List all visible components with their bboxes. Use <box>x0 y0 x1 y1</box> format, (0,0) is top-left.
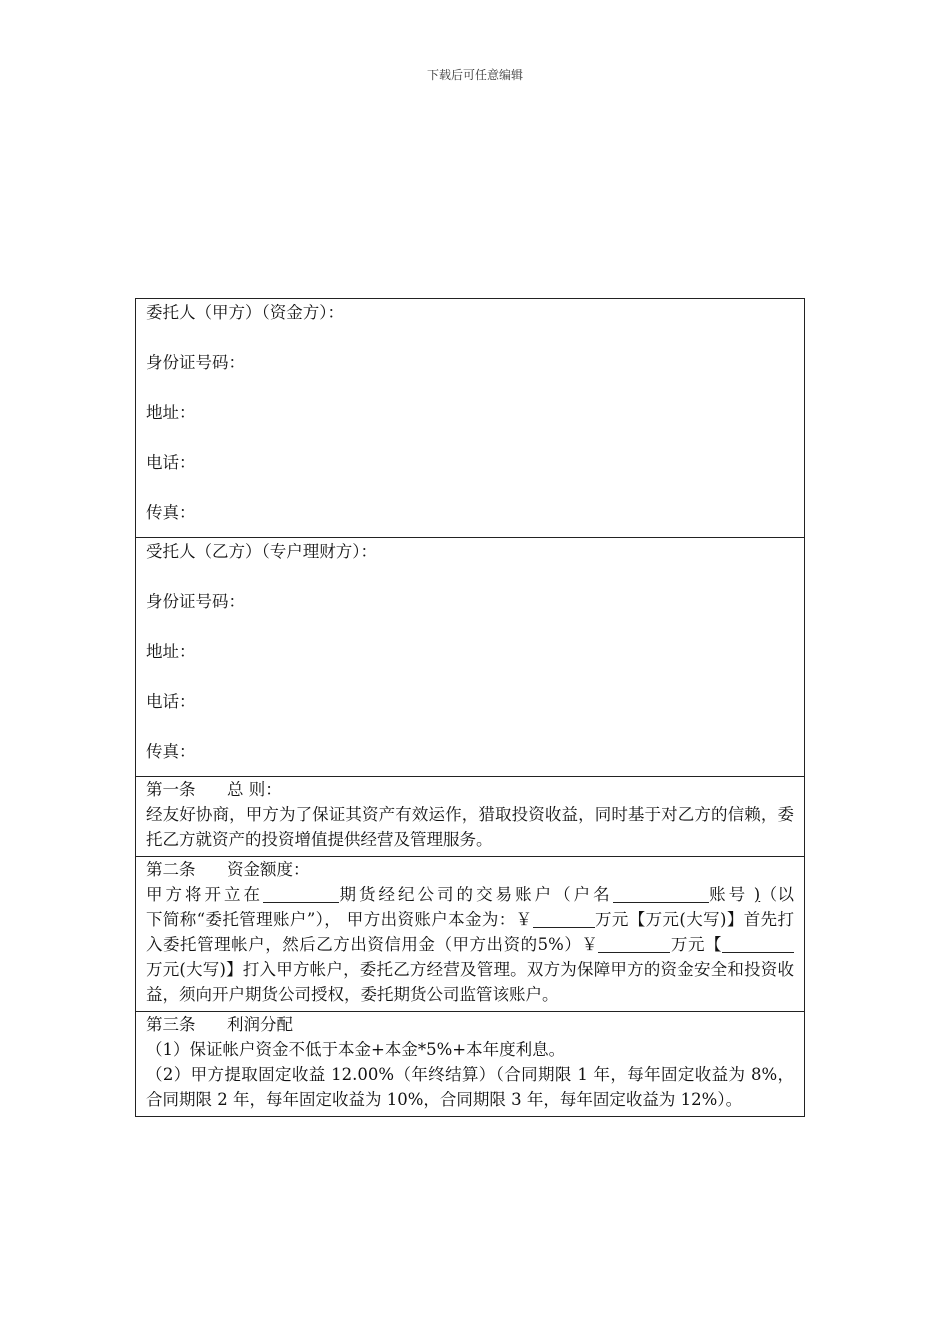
party-b-phone-label: 电话： <box>146 692 196 711</box>
article2-text-4: ) <box>753 885 761 904</box>
article3-item1: （1）保证帐户资金不低于本金+本金*5%+本年度利息。 <box>146 1040 566 1059</box>
article2-row <box>136 857 805 1012</box>
article3-item2: （2）甲方提取固定收益 12.00%（年终结算）（合同期限 1 年，每年固定收益为 8%，合同期限 2 年，每年固定收益为 10%，合同期限 3 年，每年固定收益为 12%）。 <box>146 1065 794 1109</box>
party-a-row <box>136 299 805 538</box>
article2-text-3: 账号 <box>708 885 749 904</box>
article1-title: 第一条 总 则： <box>146 780 282 799</box>
article2-text-9: 万元(大写)】打入甲方帐户，委托乙方经营及管理。双方为保障甲方的资金安全和投资收益，须向开户期货公司授权，委托期货公司监管该账户。 <box>146 960 794 1004</box>
article2-text-2: 期货经纪公司的交易账户（户名 <box>339 885 613 904</box>
account-name-blank <box>613 884 709 903</box>
credit-amount-words-blank <box>722 934 794 953</box>
party-a-id-label: 身份证号码： <box>146 353 245 372</box>
principal-amount-blank <box>533 909 595 928</box>
article1-cell <box>136 777 805 857</box>
party-a-cell <box>136 299 805 538</box>
article3-title: 第三条 利润分配 <box>146 1015 293 1034</box>
party-a-fax-label: 传真： <box>146 503 196 522</box>
article2-text-8: 万元【 <box>670 935 722 954</box>
broker-name-blank <box>263 884 339 903</box>
party-b-fax-label: 传真： <box>146 742 196 761</box>
party-b-row <box>136 538 805 777</box>
party-b-id-label: 身份证号码： <box>146 592 245 611</box>
party-b-cell <box>136 538 805 777</box>
article2-text-1: 甲方将开立在 <box>146 885 264 904</box>
party-a-phone-label: 电话： <box>146 453 196 472</box>
header-note: 下载后可任意编辑 <box>426 68 523 82</box>
article1-row <box>136 777 805 857</box>
contract-table <box>135 298 805 1117</box>
article2-text <box>146 882 794 1007</box>
party-a-address-label: 地址： <box>146 403 196 422</box>
article2-text-6: 万元【 <box>594 910 646 929</box>
party-b-address-label: 地址： <box>146 642 196 661</box>
party-a-title: 委托人（甲方）（资金方）： <box>146 303 344 322</box>
article3-cell <box>136 1012 805 1117</box>
article2-text-7: 万元(大写)】首先打入委托管理帐户，然后乙方出资信用金（甲方出资的5%）￥ <box>146 910 795 954</box>
party-b-title: 受托人（乙方）（专户理财方）： <box>146 542 377 561</box>
article2-title: 第二条 资金额度： <box>146 860 310 879</box>
article2-text-5: （以下简称“委托管理账户”）， 甲方出资账户本金为：￥ <box>146 885 795 929</box>
article3-row <box>136 1012 805 1117</box>
article1-text: 经友好协商，甲方为了保证其资产有效运作，猎取投资收益，同时基于对乙方的信赖，委托乙方就资产的投资增值提供经营及管理服务。 <box>146 805 794 849</box>
credit-amount-blank <box>598 934 670 953</box>
article2-cell <box>136 857 805 1012</box>
